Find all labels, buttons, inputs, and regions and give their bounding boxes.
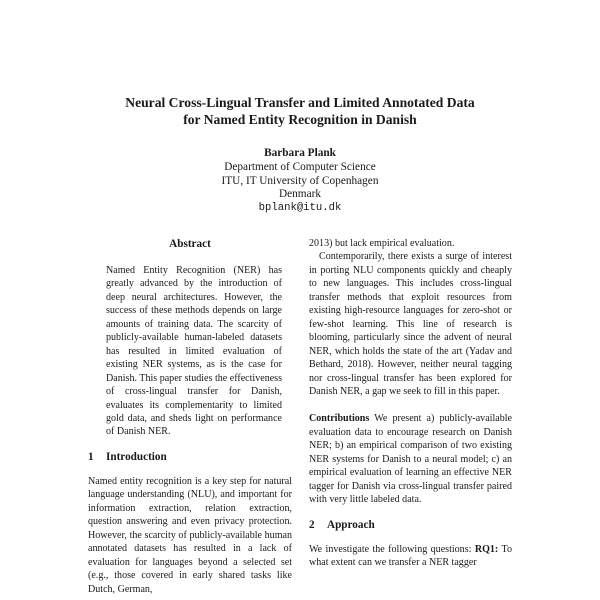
abstract-heading: Abstract (169, 238, 211, 250)
section-number: 1 (88, 450, 94, 463)
abstract-text: Named Entity Recognition (NER) has greatly advanced by the introduction of deep neural architectures. However, the success of these methods depends on large amounts of training data. The scarcity of publicly-available human-labeled datasets has resulted in limited evaluation of existing NER systems, as is the case for Danish. This paper studies the effectiveness of cross-lingual transfer for Danish, evaluates its complementarity to limited gold data, and sheds light on performance of Danish NER. (106, 265, 282, 438)
left-column (88, 237, 292, 596)
author-country: Denmark (278, 188, 322, 201)
approach-text-paragraph (309, 543, 512, 570)
title-line-1: Neural Cross-Lingual Transfer and Limited Annotated Data (125, 95, 475, 110)
right-column (309, 237, 512, 570)
author-block (100, 147, 500, 216)
approach-text: We investigate the following questions: (309, 543, 472, 555)
right-para-1: 2013) but lack empirical evaluation. (309, 238, 455, 249)
introduction-text: Named entity recognition is a key step for natural language understanding (NLU), and important for information extraction, relation extraction, question answering and even privacy protection. However, the scarcity of publicly-available human annotated datasets has resulted in a lack of evaluation for languages beyond a selected set (e.g., those covered in early shared tasks like Dutch, German, (88, 475, 292, 595)
rq1-text: To what extent can we transfer a NER tagger (309, 543, 512, 569)
author-name: Barbara Plank (264, 147, 336, 159)
title-line-2: for Named Entity Recognition in Danish (183, 112, 417, 127)
contributions-text: We present a) publicly-available evaluation data to encourage research on Danish NER; b) an empirical comparison of two existing NER systems for Danish to a neural model; c) an empirical evaluation of learning an effective NER tagger for Danish via cross-lingual transfer paired with very little labeled data. (309, 413, 512, 506)
contributions-label: Contributions (309, 413, 370, 425)
section-title: Introduction (106, 450, 167, 463)
author-email: bplank@itu.dk (258, 202, 342, 215)
section-title: Approach (327, 518, 375, 531)
right-para-2: Contemporarily, there exists a surge of interest in porting NLU components quickly and cheaply to new languages. This includes cross-lingual transfer methods that exploit resources from existing high-resource languages for zero-shot or few-shot learning. This line of research is blooming, particularly since the advent of neural NER, which holds the state of the art (Yadav and Bethard, 2018). However, neither neural tagging nor cross-lingual transfer has been explored for Danish NER, a gap we seek to fill in this paper. (309, 251, 512, 397)
section-introduction-heading (88, 450, 292, 464)
paragraph-gap (309, 398, 512, 412)
paper-title (60, 94, 540, 128)
contributions-paragraph (309, 412, 512, 506)
author-institution: ITU, IT University of Copenhagen (221, 174, 379, 187)
rq1-label: RQ1: (474, 543, 499, 555)
author-department: Department of Computer Science (224, 160, 376, 173)
section-approach-heading (309, 518, 512, 532)
section-number: 2 (309, 518, 315, 531)
